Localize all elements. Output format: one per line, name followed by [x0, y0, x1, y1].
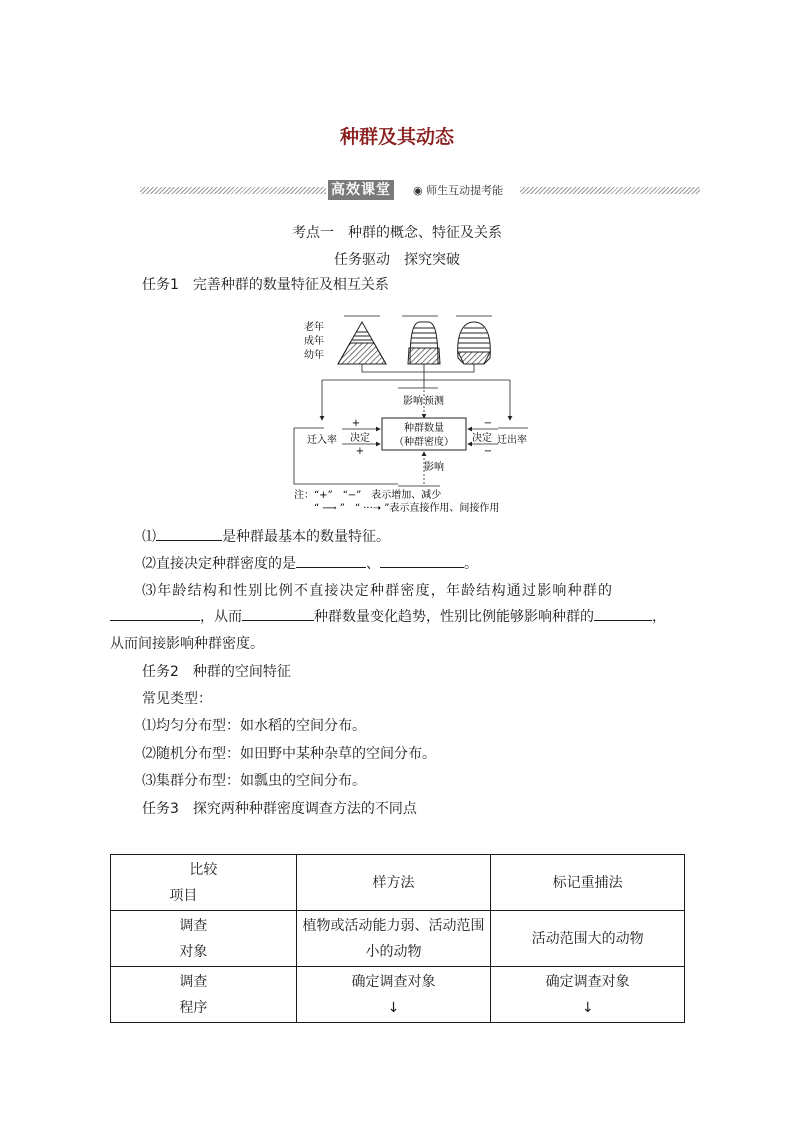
question-3-line1: ⑶年龄结构和性别比例不直接决定种群密度，年龄结构通过影响种群的 — [142, 583, 614, 599]
predict-label: 预测 — [424, 396, 444, 407]
minus-bottom-label: − — [483, 446, 493, 457]
q3-end: ， — [652, 609, 666, 625]
decline-pyramid-icon — [458, 322, 491, 364]
population-diagram — [284, 308, 534, 518]
age-label-adult: 成年 — [304, 336, 324, 347]
row2-col2 — [491, 967, 685, 1023]
task2-item-3: ⑶集群分布型：如瓢虫的空间分布。 — [142, 773, 366, 789]
center-box-line1: 种群数量 — [404, 423, 444, 434]
table-header-row — [111, 855, 685, 911]
task2-item-1: ⑴均匀分布型：如水稻的空间分布。 — [142, 718, 366, 734]
row2-label-line1: 调查 — [179, 973, 208, 990]
task2-item-2: ⑵随机分布型：如田野中某种杂草的空间分布。 — [142, 746, 436, 762]
decide-left-label: 决定 — [350, 433, 370, 444]
task2-heading: 任务2 种群的空间特征 — [142, 664, 291, 680]
row2-col1-line1: 确定调查对象 — [351, 973, 436, 990]
row1-col1 — [296, 911, 491, 967]
task2-intro: 常见类型： — [142, 691, 212, 707]
header-item-line1: 比较 — [189, 861, 218, 878]
q3-blank-3 — [594, 607, 652, 621]
center-box-line2: （种群密度） — [394, 437, 454, 448]
q2-text: ⑵直接决定种群密度的是 — [142, 556, 296, 572]
banner-hatch-right — [520, 187, 700, 194]
minus-top-label: − — [483, 418, 493, 429]
decide-right-label: 决定 — [472, 433, 492, 444]
q3-mid2: 种群数量变化趋势，性别比例能够影响种群的 — [314, 609, 594, 625]
immigration-label: 迁入率 — [307, 435, 337, 446]
question-1 — [142, 527, 390, 547]
section-subheading: 任务驱动 探究突破 — [334, 252, 460, 268]
table-row — [111, 967, 685, 1023]
q2-sep: 、 — [366, 556, 380, 572]
q3-blank-2 — [242, 607, 314, 621]
section-banner — [140, 183, 700, 199]
header-item-line2: 项目 — [169, 887, 198, 904]
q1-blank — [156, 527, 222, 541]
growth-pyramid-icon — [338, 322, 386, 364]
task1-heading: 任务1 完善种群的数量特征及相互关系 — [142, 277, 389, 293]
plus-bottom-label: + — [355, 446, 365, 457]
q2-blank-1 — [296, 554, 366, 568]
row2-label-line2: 程序 — [179, 999, 208, 1016]
q2-end: 。 — [464, 556, 478, 572]
question-2 — [142, 554, 478, 574]
row1-label — [111, 911, 297, 967]
influence-top-label: 影响 — [403, 396, 423, 407]
q1-text: 是种群最基本的数量特征。 — [222, 529, 390, 545]
age-label-old: 老年 — [304, 322, 324, 333]
row2-col2-arrow: ↓ — [581, 999, 594, 1016]
page-title: 种群及其动态 — [339, 126, 454, 148]
diagram-note-1: 注：“+” “−” 表示增加、减少 — [294, 490, 442, 501]
banner-subtitle: ◉ 师生互动提考能 — [410, 182, 506, 200]
section-heading: 考点一 种群的概念、特征及关系 — [292, 225, 502, 241]
task3-heading: 任务3 探究两种种群密度调查方法的不同点 — [142, 801, 417, 817]
row1-label-line1: 调查 — [179, 917, 208, 934]
q2-blank-2 — [380, 554, 464, 568]
comparison-table — [110, 854, 685, 1023]
question-3-line3: 从而间接影响种群密度。 — [110, 636, 264, 652]
table-row — [111, 911, 685, 967]
row2-col1-arrow: ↓ — [387, 999, 400, 1016]
plus-top-label: + — [351, 418, 361, 429]
row2-label — [111, 967, 297, 1023]
table-header-item — [111, 855, 297, 911]
row1-label-line2: 对象 — [179, 943, 208, 960]
q3-blank-1 — [110, 607, 200, 621]
row1-col1-line2: 小的动物 — [365, 943, 422, 960]
age-label-young: 幼年 — [304, 350, 324, 361]
stable-pyramid-icon — [408, 322, 440, 364]
row2-col1 — [296, 967, 491, 1023]
q1-number: ⑴ — [142, 529, 156, 545]
row2-col2-line1: 确定调查对象 — [545, 973, 630, 990]
influence-bottom-label: 影响 — [424, 462, 444, 473]
q3-mid1: ，从而 — [200, 609, 242, 625]
question-3-line2 — [110, 607, 666, 627]
table-header-col1: 样方法 — [296, 855, 491, 911]
emigration-label: 迁出率 — [497, 435, 527, 446]
row1-col1-line1: 植物或活动能力弱、活动范围 — [302, 917, 485, 934]
banner-hatch-left — [140, 187, 326, 194]
table-header-col2: 标记重捕法 — [491, 855, 685, 911]
banner-label: 高效课堂 — [328, 180, 394, 200]
row1-col2: 活动范围大的动物 — [491, 911, 685, 967]
diagram-note-2: “ ⟶ ” “ ···➝ ”表示直接作用、间接作用 — [314, 503, 500, 514]
